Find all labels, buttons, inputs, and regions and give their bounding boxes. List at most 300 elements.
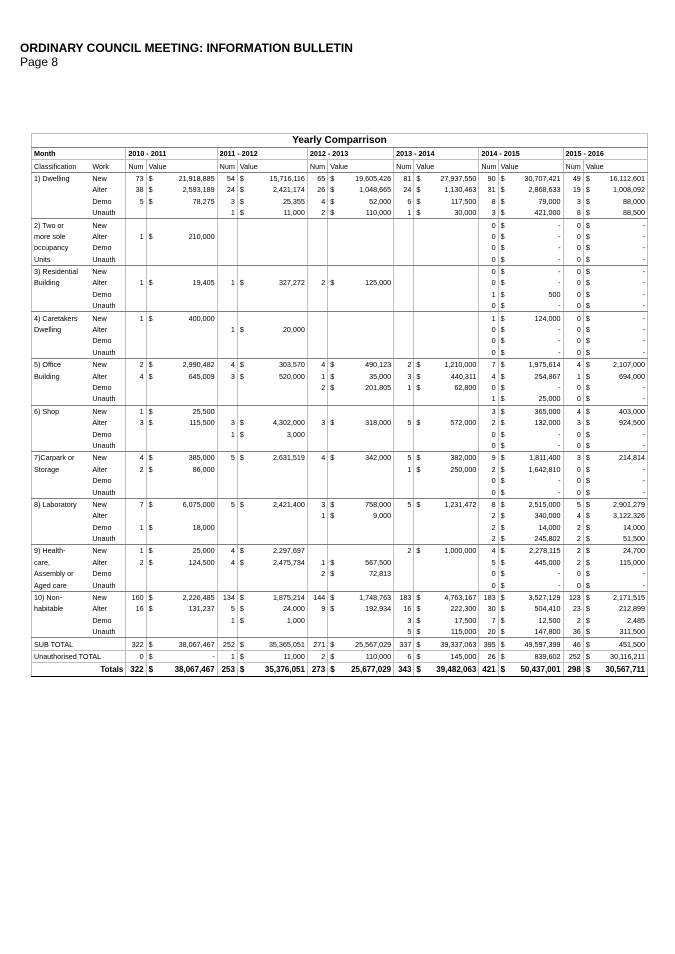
currency-symbol: $ xyxy=(237,452,246,464)
empty-cell xyxy=(126,300,146,312)
table-row xyxy=(32,300,648,312)
totals-row xyxy=(32,663,648,677)
currency-symbol: $ xyxy=(237,557,246,568)
classification-cell: Units xyxy=(32,254,91,266)
empty-cell xyxy=(307,475,327,486)
value-cell: 318,000 xyxy=(337,417,394,428)
empty-cell xyxy=(155,486,217,498)
empty-cell xyxy=(217,405,237,417)
currency-symbol: $ xyxy=(237,591,246,603)
num-cell: 30 xyxy=(479,603,498,614)
empty-cell xyxy=(337,405,394,417)
num-header: Num xyxy=(126,160,146,172)
value-header: Value xyxy=(237,160,307,172)
empty-cell xyxy=(414,300,423,312)
value-cell: 500 xyxy=(507,289,563,300)
num-cell: 0 xyxy=(479,579,498,591)
work-cell: New xyxy=(90,312,126,324)
empty-cell xyxy=(307,312,327,324)
empty-cell xyxy=(237,510,246,521)
value-cell: 440,311 xyxy=(423,370,479,381)
empty-cell xyxy=(237,626,246,638)
empty-cell xyxy=(337,428,394,439)
num-cell: 8 xyxy=(479,498,498,510)
empty-cell xyxy=(414,522,423,533)
currency-symbol: $ xyxy=(498,242,507,253)
empty-cell xyxy=(146,568,155,579)
num-cell: 337 xyxy=(394,638,414,650)
empty-cell xyxy=(237,579,246,591)
num-cell: 0 xyxy=(563,277,583,288)
empty-cell xyxy=(423,405,479,417)
empty-cell xyxy=(337,289,394,300)
classification-cell xyxy=(32,486,91,498)
num-cell: 1 xyxy=(394,207,414,219)
value-cell: 1,811,400 xyxy=(507,452,563,464)
work-cell: Demo xyxy=(90,428,126,439)
value-cell: - xyxy=(592,568,647,579)
num-cell: 3 xyxy=(126,417,146,428)
num-cell: 9 xyxy=(479,452,498,464)
currency-symbol: $ xyxy=(146,405,155,417)
currency-symbol: $ xyxy=(498,382,507,393)
num-cell: 2 xyxy=(563,522,583,533)
value-cell: 35,365,051 xyxy=(247,638,308,650)
num-cell: 0 xyxy=(479,486,498,498)
currency-symbol: $ xyxy=(146,498,155,510)
work-cell: Alter xyxy=(90,370,126,381)
empty-cell xyxy=(155,428,217,439)
table-row xyxy=(32,568,648,579)
empty-cell xyxy=(146,324,155,335)
empty-cell xyxy=(217,242,237,253)
currency-symbol: $ xyxy=(237,545,246,557)
currency-symbol: $ xyxy=(583,498,592,510)
value-cell: 51,500 xyxy=(592,533,647,545)
num-cell: 65 xyxy=(307,172,327,184)
empty-cell xyxy=(328,324,337,335)
value-cell: 62,800 xyxy=(423,382,479,393)
value-cell: 245,802 xyxy=(507,533,563,545)
classification-cell xyxy=(32,300,91,312)
currency-symbol: $ xyxy=(237,370,246,381)
num-cell: 2 xyxy=(126,557,146,568)
currency-symbol: $ xyxy=(498,440,507,452)
num-header: Num xyxy=(394,160,414,172)
currency-symbol: $ xyxy=(583,510,592,521)
empty-cell xyxy=(247,405,308,417)
empty-cell xyxy=(146,440,155,452)
num-header: Num xyxy=(563,160,583,172)
empty-cell xyxy=(414,510,423,521)
num-cell: 3 xyxy=(217,196,237,207)
empty-cell xyxy=(217,510,237,521)
value-header: Value xyxy=(414,160,479,172)
value-cell: 124,000 xyxy=(507,312,563,324)
num-cell: 26 xyxy=(479,650,498,662)
empty-cell xyxy=(217,486,237,498)
num-cell: 298 xyxy=(563,663,583,677)
empty-cell xyxy=(237,475,246,486)
empty-cell xyxy=(394,522,414,533)
table-row xyxy=(32,522,648,533)
num-cell: 1 xyxy=(126,522,146,533)
table-row xyxy=(32,172,648,184)
currency-symbol: $ xyxy=(414,196,423,207)
num-cell: 19 xyxy=(563,184,583,195)
currency-symbol: $ xyxy=(237,615,246,626)
table-row xyxy=(32,579,648,591)
empty-cell xyxy=(217,231,237,242)
value-cell: 24,000 xyxy=(247,603,308,614)
value-cell: 520,000 xyxy=(247,370,308,381)
num-cell: 4 xyxy=(563,405,583,417)
value-cell: - xyxy=(507,347,563,359)
num-cell: 2 xyxy=(563,533,583,545)
empty-cell xyxy=(126,615,146,626)
empty-cell xyxy=(394,254,414,266)
num-cell: 2 xyxy=(394,545,414,557)
classification-cell: habitable xyxy=(32,603,91,614)
num-cell: 2 xyxy=(307,568,327,579)
num-cell: 395 xyxy=(479,638,498,650)
empty-cell xyxy=(307,393,327,405)
empty-cell xyxy=(155,440,217,452)
empty-cell xyxy=(217,265,237,277)
currency-symbol: $ xyxy=(414,172,423,184)
value-cell: 115,000 xyxy=(592,557,647,568)
table-row xyxy=(32,393,648,405)
classification-cell xyxy=(32,196,91,207)
value-cell: 2,990,482 xyxy=(155,359,217,371)
num-cell: 0 xyxy=(479,219,498,231)
value-header: Value xyxy=(146,160,217,172)
currency-symbol: $ xyxy=(583,277,592,288)
value-cell: 254,867 xyxy=(507,370,563,381)
value-cell: 572,000 xyxy=(423,417,479,428)
value-cell: - xyxy=(507,231,563,242)
num-cell: 1 xyxy=(307,510,327,521)
num-cell: 3 xyxy=(217,417,237,428)
currency-symbol: $ xyxy=(498,277,507,288)
work-cell: New xyxy=(90,405,126,417)
empty-cell xyxy=(307,289,327,300)
value-cell: 250,000 xyxy=(423,464,479,475)
currency-symbol: $ xyxy=(498,370,507,381)
work-cell: Unauth xyxy=(90,486,126,498)
empty-cell xyxy=(307,324,327,335)
year-header: 2014 - 2015 xyxy=(479,148,563,160)
num-cell: 49 xyxy=(563,172,583,184)
currency-symbol: $ xyxy=(146,231,155,242)
num-cell: 1 xyxy=(217,428,237,439)
value-cell: 1,748,763 xyxy=(337,591,394,603)
empty-cell xyxy=(423,231,479,242)
currency-symbol: $ xyxy=(498,219,507,231)
work-cell: New xyxy=(90,265,126,277)
empty-cell xyxy=(247,347,308,359)
empty-cell xyxy=(146,289,155,300)
num-cell: 343 xyxy=(394,663,414,677)
empty-cell xyxy=(247,626,308,638)
value-cell: - xyxy=(592,393,647,405)
classification-cell xyxy=(32,382,91,393)
currency-symbol: $ xyxy=(498,498,507,510)
value-cell: - xyxy=(592,289,647,300)
value-cell: 88,000 xyxy=(592,196,647,207)
currency-symbol: $ xyxy=(498,347,507,359)
num-cell: 0 xyxy=(563,579,583,591)
totals-label: Totals xyxy=(32,663,126,677)
value-cell: 839,602 xyxy=(507,650,563,662)
empty-cell xyxy=(126,428,146,439)
empty-cell xyxy=(414,557,423,568)
num-cell: 4 xyxy=(217,359,237,371)
empty-cell xyxy=(217,522,237,533)
classification-cell: 5) Office xyxy=(32,359,91,371)
value-cell: 39,337,063 xyxy=(423,638,479,650)
empty-cell xyxy=(328,335,337,346)
empty-cell xyxy=(146,300,155,312)
year-header-row xyxy=(32,148,648,160)
empty-cell xyxy=(155,335,217,346)
empty-cell xyxy=(414,324,423,335)
num-cell: 0 xyxy=(479,231,498,242)
value-cell: 49,597,399 xyxy=(507,638,563,650)
empty-cell xyxy=(414,277,423,288)
table-row xyxy=(32,196,648,207)
table-row xyxy=(32,265,648,277)
currency-symbol: $ xyxy=(583,289,592,300)
empty-cell xyxy=(237,405,246,417)
empty-cell xyxy=(423,579,479,591)
currency-symbol: $ xyxy=(328,603,337,614)
empty-cell xyxy=(247,382,308,393)
table-row xyxy=(32,254,648,266)
value-cell: 30,567,711 xyxy=(592,663,647,677)
empty-cell xyxy=(155,475,217,486)
num-cell: 0 xyxy=(563,231,583,242)
currency-symbol: $ xyxy=(498,626,507,638)
currency-symbol: $ xyxy=(498,545,507,557)
num-cell: 24 xyxy=(217,184,237,195)
num-cell: 0 xyxy=(563,382,583,393)
value-cell: - xyxy=(507,440,563,452)
work-cell: New xyxy=(90,545,126,557)
empty-cell xyxy=(237,464,246,475)
classification-cell xyxy=(32,475,91,486)
empty-cell xyxy=(414,579,423,591)
num-cell: 0 xyxy=(479,335,498,346)
num-cell: 20 xyxy=(479,626,498,638)
value-cell: 9,000 xyxy=(337,510,394,521)
empty-cell xyxy=(146,615,155,626)
currency-symbol: $ xyxy=(414,545,423,557)
value-cell: 3,122,326 xyxy=(592,510,647,521)
table-row xyxy=(32,184,648,195)
value-cell: 645,009 xyxy=(155,370,217,381)
empty-cell xyxy=(337,533,394,545)
num-cell: 6 xyxy=(394,650,414,662)
value-cell: 403,000 xyxy=(592,405,647,417)
currency-symbol: $ xyxy=(583,486,592,498)
table-row xyxy=(32,428,648,439)
currency-symbol: $ xyxy=(414,417,423,428)
currency-symbol: $ xyxy=(498,393,507,405)
num-cell: 5 xyxy=(217,498,237,510)
empty-cell xyxy=(247,533,308,545)
currency-symbol: $ xyxy=(237,428,246,439)
empty-cell xyxy=(414,486,423,498)
num-cell: 1 xyxy=(217,207,237,219)
currency-symbol: $ xyxy=(414,626,423,638)
num-cell: 2 xyxy=(479,464,498,475)
currency-symbol: $ xyxy=(498,568,507,579)
currency-symbol: $ xyxy=(498,591,507,603)
num-cell: 1 xyxy=(126,312,146,324)
value-cell: 1,000 xyxy=(247,615,308,626)
value-cell: - xyxy=(592,231,647,242)
empty-cell xyxy=(146,207,155,219)
work-cell: New xyxy=(90,498,126,510)
empty-cell xyxy=(155,300,217,312)
value-cell: 27,937,550 xyxy=(423,172,479,184)
num-cell: 2 xyxy=(307,207,327,219)
empty-cell xyxy=(394,568,414,579)
currency-symbol: $ xyxy=(583,452,592,464)
value-cell: 35,000 xyxy=(337,370,394,381)
currency-symbol: $ xyxy=(498,557,507,568)
currency-symbol: $ xyxy=(583,265,592,277)
currency-symbol: $ xyxy=(237,498,246,510)
work-header: Work xyxy=(90,160,126,172)
empty-cell xyxy=(217,347,237,359)
classification-cell: 2) Two or xyxy=(32,219,91,231)
num-cell: 4 xyxy=(307,196,327,207)
empty-cell xyxy=(247,254,308,266)
num-cell: 1 xyxy=(217,650,237,662)
currency-symbol: $ xyxy=(583,626,592,638)
value-cell: 201,805 xyxy=(337,382,394,393)
num-cell: 2 xyxy=(307,277,327,288)
empty-cell xyxy=(328,347,337,359)
num-cell: 0 xyxy=(563,347,583,359)
empty-cell xyxy=(146,533,155,545)
num-cell: 5 xyxy=(217,452,237,464)
num-cell: 0 xyxy=(479,242,498,253)
num-cell: 2 xyxy=(479,510,498,521)
num-cell: 1 xyxy=(394,464,414,475)
num-cell: 0 xyxy=(479,324,498,335)
value-cell: 14,000 xyxy=(507,522,563,533)
value-cell: 2,475,734 xyxy=(247,557,308,568)
num-cell: 0 xyxy=(479,347,498,359)
empty-cell xyxy=(155,219,217,231)
work-cell: New xyxy=(90,591,126,603)
num-cell: 144 xyxy=(307,591,327,603)
empty-cell xyxy=(307,615,327,626)
currency-symbol: $ xyxy=(414,207,423,219)
num-cell: 7 xyxy=(479,359,498,371)
empty-cell xyxy=(414,568,423,579)
empty-cell xyxy=(217,254,237,266)
currency-symbol: $ xyxy=(146,591,155,603)
num-cell: 421 xyxy=(479,663,498,677)
empty-cell xyxy=(155,254,217,266)
empty-cell xyxy=(126,486,146,498)
currency-symbol: $ xyxy=(414,603,423,614)
num-header: Num xyxy=(217,160,237,172)
currency-symbol: $ xyxy=(328,207,337,219)
num-cell: 2 xyxy=(479,522,498,533)
currency-symbol: $ xyxy=(583,242,592,253)
empty-cell xyxy=(337,615,394,626)
empty-cell xyxy=(414,312,423,324)
value-cell: - xyxy=(592,219,647,231)
work-cell: Alter xyxy=(90,324,126,335)
currency-symbol: $ xyxy=(583,335,592,346)
empty-cell xyxy=(337,475,394,486)
table-row xyxy=(32,347,648,359)
empty-cell xyxy=(146,242,155,253)
currency-symbol: $ xyxy=(414,663,423,677)
value-cell: 4,763,167 xyxy=(423,591,479,603)
currency-symbol: $ xyxy=(146,359,155,371)
empty-cell xyxy=(394,242,414,253)
empty-cell xyxy=(307,231,327,242)
table-row xyxy=(32,591,648,603)
empty-cell xyxy=(146,579,155,591)
empty-cell xyxy=(155,393,217,405)
empty-cell xyxy=(247,522,308,533)
currency-symbol: $ xyxy=(498,184,507,195)
value-cell: 2,593,189 xyxy=(155,184,217,195)
empty-cell xyxy=(423,522,479,533)
empty-cell xyxy=(394,440,414,452)
value-cell: 2,485 xyxy=(592,615,647,626)
work-cell: Unauth xyxy=(90,347,126,359)
empty-cell xyxy=(237,533,246,545)
currency-symbol: $ xyxy=(237,603,246,614)
table-row xyxy=(32,475,648,486)
num-cell: 0 xyxy=(126,650,146,662)
value-cell: 490,123 xyxy=(337,359,394,371)
num-cell: 0 xyxy=(563,324,583,335)
num-cell: 253 xyxy=(217,663,237,677)
empty-cell xyxy=(247,242,308,253)
currency-symbol: $ xyxy=(328,510,337,521)
work-cell: Demo xyxy=(90,615,126,626)
empty-cell xyxy=(126,219,146,231)
empty-cell xyxy=(423,300,479,312)
empty-cell xyxy=(394,475,414,486)
value-cell: 39,482,063 xyxy=(423,663,479,677)
empty-cell xyxy=(237,440,246,452)
num-cell: 0 xyxy=(563,428,583,439)
empty-cell xyxy=(328,254,337,266)
table-row xyxy=(32,324,648,335)
empty-cell xyxy=(155,242,217,253)
value-cell: 117,500 xyxy=(423,196,479,207)
empty-cell xyxy=(237,289,246,300)
classification-cell: Assembly or xyxy=(32,568,91,579)
num-cell: 3 xyxy=(479,405,498,417)
empty-cell xyxy=(337,440,394,452)
empty-cell xyxy=(237,254,246,266)
value-cell: 35,376,051 xyxy=(247,663,308,677)
value-cell: 72,813 xyxy=(337,568,394,579)
empty-cell xyxy=(237,300,246,312)
